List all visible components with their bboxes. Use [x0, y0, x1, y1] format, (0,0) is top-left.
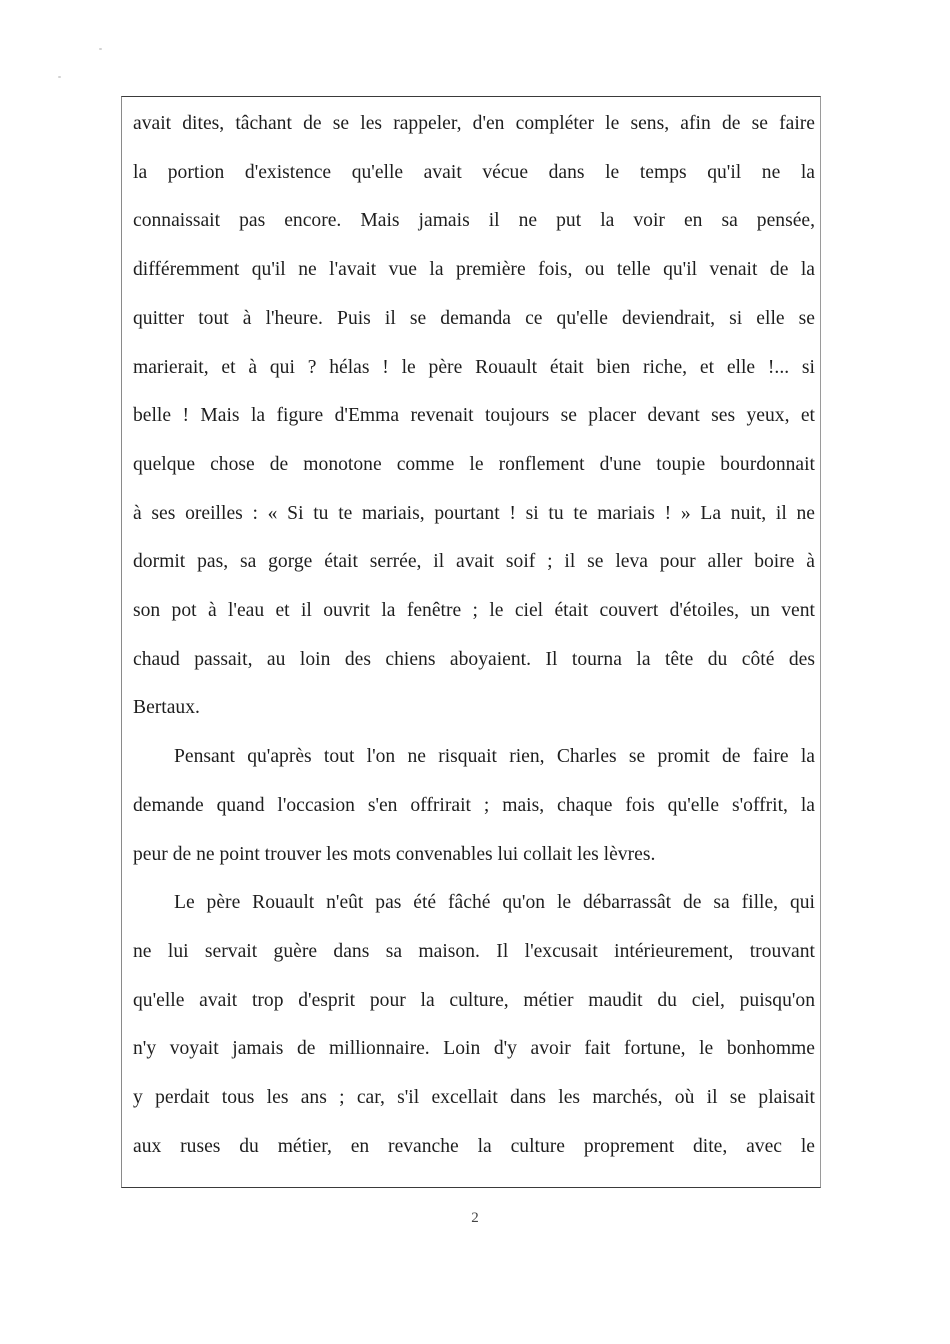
- text-line: avait dites, tâchant de se les rappeler, d'en compléter le sens, afin de se faire: [133, 113, 815, 134]
- text-line: marierait, et à qui ? hélas ! le père Rouault était bien riche, et elle !... si: [133, 356, 815, 378]
- text-line: chaud passait, au loin des chiens aboyaient. Il tourna la tête du côté des: [133, 648, 815, 670]
- text-line: quelque chose de monotone comme le ronflement d'une toupie bourdonnait: [133, 453, 815, 475]
- text-line: demande quand l'occasion s'en offrirait ; mais, chaque fois qu'elle s'offrit, la: [133, 794, 815, 816]
- text-line: son pot à l'eau et il ouvrit la fenêtre ; le ciel était couvert d'étoiles, un vent: [133, 600, 815, 622]
- text-line: la portion d'existence qu'elle avait vécue dans le temps qu'il ne la: [133, 161, 815, 183]
- text-line: belle ! Mais la figure d'Emma revenait toujours se placer devant ses yeux, et: [133, 405, 815, 427]
- paragraph: [133, 100, 815, 733]
- text-line: peur de ne point trouver les mots convenables lui collait les lèvres.: [133, 843, 656, 865]
- body-text: [133, 100, 815, 1171]
- text-line: connaissait pas encore. Mais jamais il ne put la voir en sa pensée,: [133, 210, 815, 232]
- scan-speck: [58, 76, 61, 78]
- paragraph: [133, 879, 815, 1171]
- scan-speck: [99, 48, 102, 50]
- text-line: quitter tout à l'heure. Puis il se demanda ce qu'elle deviendrait, si elle se: [133, 307, 815, 329]
- text-line: ne lui servait guère dans sa maison. Il l'excusait intérieurement, trouvant: [133, 940, 815, 962]
- text-line: Pensant qu'après tout l'on ne risquait rien, Charles se promit de faire la: [174, 746, 815, 768]
- text-line: n'y voyait jamais de millionnaire. Loin d'y avoir fait fortune, le bonhomme: [133, 1038, 815, 1060]
- text-line: Bertaux.: [133, 697, 200, 719]
- text-line: aux ruses du métier, en revanche la culture proprement dite, avec le: [133, 1135, 815, 1157]
- text-line: dormit pas, sa gorge était serrée, il avait soif ; il se leva pour aller boire à: [133, 551, 815, 573]
- text-line: qu'elle avait trop d'esprit pour la culture, métier maudit du ciel, puisqu'on: [133, 989, 815, 1011]
- text-line: différemment qu'il ne l'avait vue la première fois, ou telle qu'il venait de la: [133, 259, 815, 281]
- text-line: y perdait tous les ans ; car, s'il excellait dans les marchés, où il se plaisait: [133, 1087, 815, 1109]
- text-line: à ses oreilles : « Si tu te mariais, pourtant ! si tu te mariais ! » La nuit, il ne: [133, 502, 815, 524]
- page-number: 2: [471, 1210, 479, 1226]
- paragraph: [133, 733, 815, 879]
- text-line: Le père Rouault n'eût pas été fâché qu'on le débarrassât de sa fille, qui: [174, 892, 815, 914]
